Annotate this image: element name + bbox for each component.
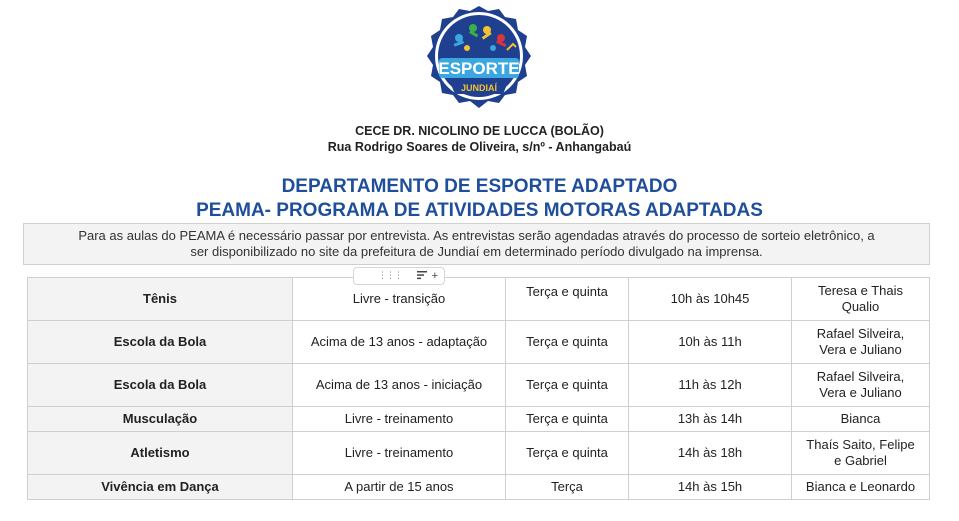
days-cell: Terça e quinta (506, 364, 629, 407)
activity-cell: Tênis (28, 278, 293, 321)
drag-handle-icon[interactable]: ⋮⋮⋮ (378, 270, 402, 280)
venue-name: CECE DR. NICOLINO DE LUCCA (BOLÃO) (355, 124, 604, 138)
time-cell: 14h às 18h (629, 432, 792, 475)
table-row (28, 321, 930, 364)
teachers-cell (792, 432, 930, 475)
days-cell: Terça (506, 475, 629, 500)
table-row (28, 364, 930, 407)
teachers-line: Bianca (840, 411, 881, 426)
time-cell: 10h às 11h (629, 321, 792, 364)
department-title-line2: PEAMA- PROGRAMA DE ATIVIDADES MOTORAS ADAPTADAS (196, 200, 763, 221)
notice-line2: ser disponibilizado no site da prefeitura de Jundiaí em determinado período divulgado na imprensa. (190, 244, 763, 259)
table-row (28, 278, 930, 321)
audience-cell: Acima de 13 anos - iniciação (293, 364, 506, 407)
table-row (28, 432, 930, 475)
days-cell: Terça e quinta (506, 432, 629, 475)
teachers-line: Teresa e Thais (817, 283, 904, 298)
table-row (28, 407, 930, 432)
teachers-cell (792, 321, 930, 364)
teachers-line: Vera e Juliano (819, 342, 902, 357)
audience-cell: Livre - transição (293, 278, 506, 321)
teachers-line: Vera e Juliano (819, 385, 902, 400)
notice-line1: Para as aulas do PEAMA é necessário passar por entrevista. As entrevistas serão agendadas através do processo de sorteio eletrônico, a (78, 228, 875, 243)
sort-icon[interactable] (417, 270, 428, 283)
days-cell: Terça e quinta (506, 321, 629, 364)
teachers-line: Rafael Silveira, (816, 369, 905, 384)
teachers-line: Bianca e Leonardo (805, 479, 916, 494)
teachers-line: Rafael Silveira, (816, 326, 905, 341)
teachers-cell (792, 278, 930, 321)
activity-cell: Escola da Bola (28, 364, 293, 407)
venue-address: Rua Rodrigo Soares de Oliveira, s/nº - Anhangabaú (327, 140, 632, 154)
audience-cell: Livre - treinamento (293, 407, 506, 432)
time-cell: 13h às 14h (629, 407, 792, 432)
schedule-table (27, 277, 930, 500)
logo-brand-text: ESPORTE (438, 59, 520, 78)
audience-cell: Livre - treinamento (293, 432, 506, 475)
activity-cell: Vivência em Dança (28, 475, 293, 500)
activity-cell: Escola da Bola (28, 321, 293, 364)
activity-cell: Atletismo (28, 432, 293, 475)
logo-city-text: JUNDIAÍ (460, 83, 498, 93)
teachers-line: e Gabriel (834, 453, 887, 468)
department-title (0, 175, 959, 223)
teachers-cell (792, 407, 930, 432)
audience-cell: A partir de 15 anos (293, 475, 506, 500)
activity-cell: Musculação (28, 407, 293, 432)
days-cell: Terça e quinta (506, 407, 629, 432)
time-cell: 14h às 15h (629, 475, 792, 500)
time-cell: 10h às 10h45 (629, 278, 792, 321)
venue-header (0, 123, 959, 155)
table-row (28, 475, 930, 500)
audience-cell: Acima de 13 anos - adaptação (293, 321, 506, 364)
teachers-line: Qualio (841, 299, 880, 314)
days-cell: Terça e quinta (506, 278, 629, 321)
teachers-cell (792, 364, 930, 407)
time-cell: 11h às 12h (629, 364, 792, 407)
plus-icon[interactable]: + (431, 270, 438, 282)
teachers-line: Thaís Saito, Felipe (806, 437, 915, 452)
table-toolbar (353, 267, 445, 285)
department-title-line1: DEPARTAMENTO DE ESPORTE ADAPTADO (281, 176, 678, 197)
esporte-jundiai-logo (421, 4, 537, 112)
interview-notice (23, 223, 930, 265)
teachers-cell (792, 475, 930, 500)
logo-seal-graphic (421, 4, 537, 112)
